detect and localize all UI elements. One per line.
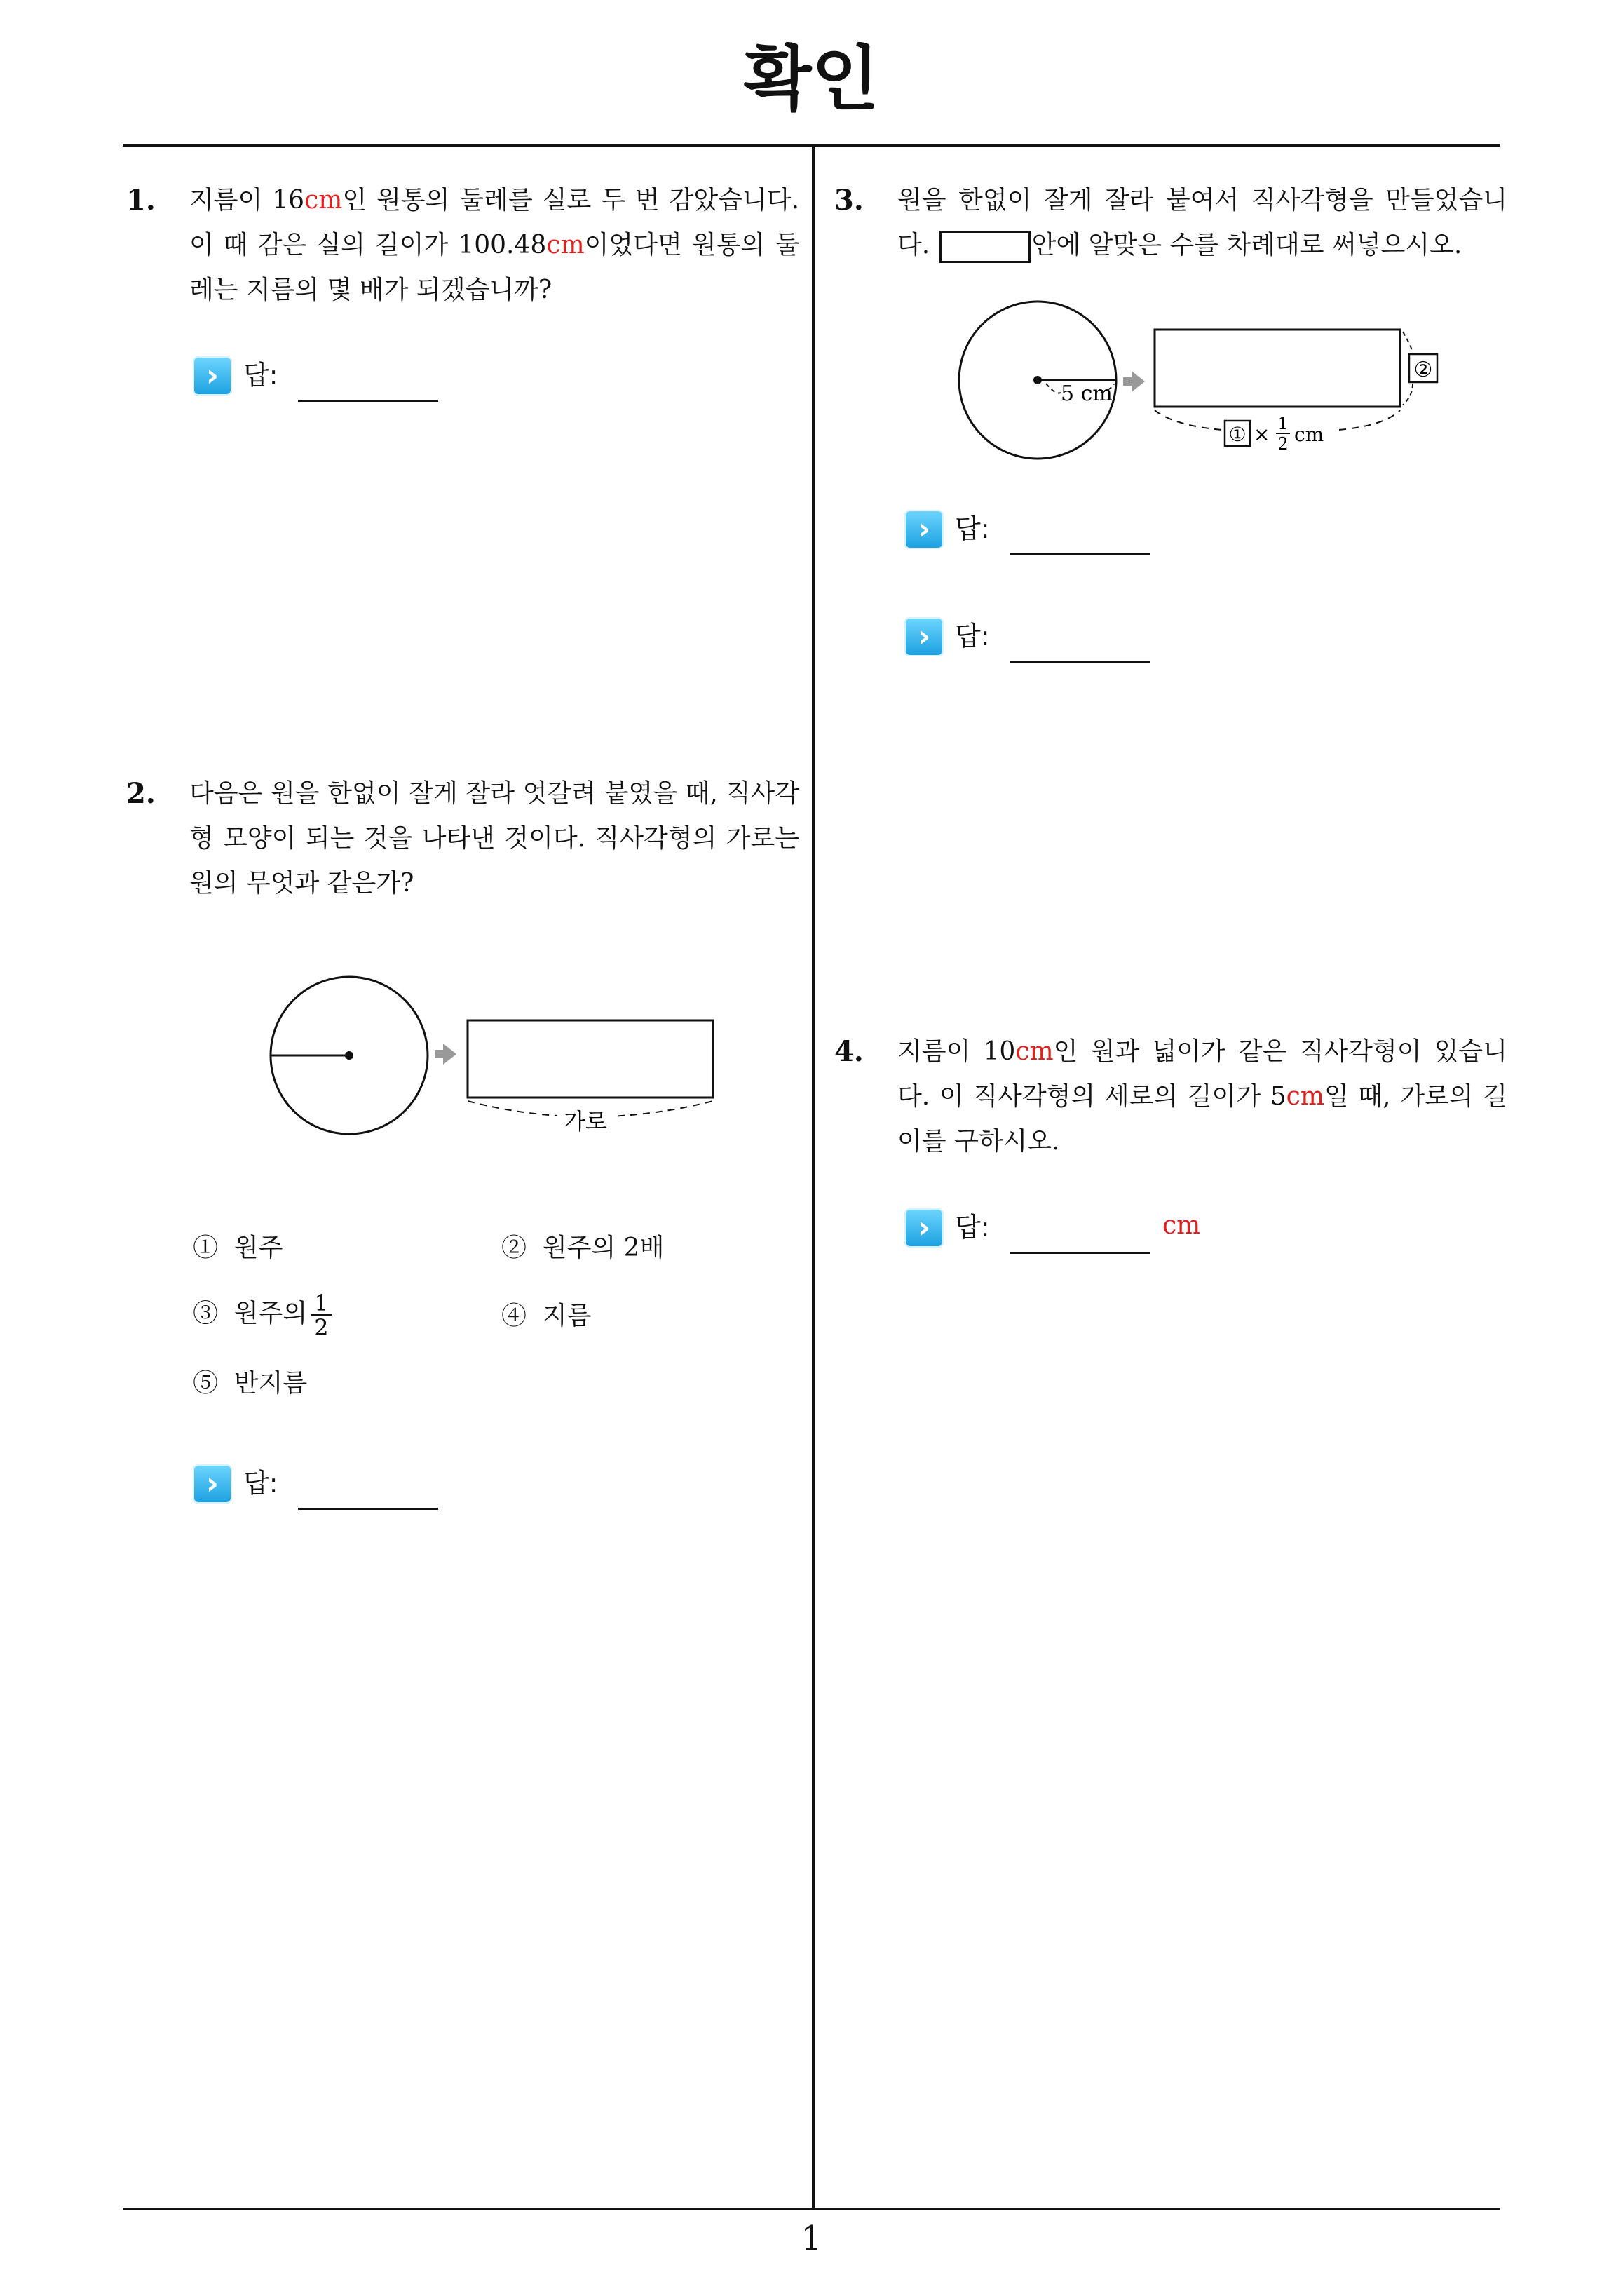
column-divider: [812, 144, 815, 2210]
fraction-denominator: 2: [1277, 434, 1289, 454]
page-title: 확인: [743, 38, 880, 120]
answer-blank[interactable]: [298, 400, 438, 402]
circle-to-rectangle-figure: [259, 968, 722, 1150]
unit-cm: cm: [1015, 1037, 1054, 1066]
choice-4[interactable]: ④ 지름: [501, 1302, 592, 1330]
answer-unit: cm: [1162, 1211, 1201, 1240]
answer-blank[interactable]: [1010, 1252, 1150, 1254]
times-sign: ×: [1254, 423, 1270, 446]
page-number: 1: [801, 2219, 822, 2258]
answer-label: 답:: [955, 1212, 990, 1243]
answer-field-2[interactable]: [193, 1464, 543, 1520]
arrow-right-icon: [1123, 371, 1145, 392]
question-number: 3.: [834, 184, 864, 217]
rectangle: [1155, 330, 1400, 407]
choice-5[interactable]: ⑤ 반지름: [193, 1369, 308, 1398]
width-label: 가로: [564, 1108, 607, 1135]
unit-label: cm: [1294, 423, 1324, 446]
answer-blank[interactable]: [298, 1508, 438, 1510]
box-label: ②: [1413, 358, 1433, 382]
answer-label: 답:: [955, 621, 990, 651]
circle-to-rectangle-figure: [957, 298, 1462, 466]
chevron-right-icon: ›: [193, 1464, 232, 1504]
center-point: [1033, 376, 1042, 384]
question-number: 2.: [126, 777, 156, 810]
question-text: 원을 한없이 잘게 잘라 붙여서 직사각형을 만들었습니다. 안에 알맞은 수를 차례대로 써넣으시오.: [897, 178, 1507, 268]
choice-3[interactable]: ③ 원주의 $\frac{1}{2}$: [193, 1292, 332, 1339]
answer-field-3a[interactable]: [904, 510, 1255, 566]
question-number: 4.: [834, 1035, 864, 1068]
answer-field-1[interactable]: [193, 356, 543, 412]
chevron-right-icon: ›: [904, 510, 944, 549]
answer-label: 답:: [243, 360, 278, 391]
chevron-right-icon: ›: [193, 356, 232, 396]
chevron-right-icon: ›: [904, 617, 944, 656]
chevron-right-icon: ›: [904, 1208, 944, 1248]
answer-field-4[interactable]: [904, 1208, 1255, 1264]
fraction-numerator: 1: [1277, 414, 1289, 433]
unit-cm: cm: [1286, 1082, 1324, 1111]
blank-box: [939, 231, 1031, 263]
unit-cm: cm: [304, 186, 343, 215]
choice-2[interactable]: ② 원주의 2배: [501, 1234, 665, 1262]
answer-label: 답:: [243, 1468, 278, 1499]
footer-rule: [123, 2208, 1500, 2210]
radius-label: 5 cm: [1061, 381, 1113, 406]
choice-1[interactable]: ① 원주: [193, 1234, 283, 1262]
unit-cm: cm: [546, 231, 585, 259]
question-number: 1.: [126, 184, 156, 217]
box-label: ①: [1228, 423, 1247, 446]
question-text: 지름이 10cm인 원과 넓이가 같은 직사각형이 있습니다. 이 직사각형의 세로의 길이가 5cm일 때, 가로의 길이를 구하시오.: [897, 1037, 1507, 1156]
answer-blank[interactable]: [1010, 661, 1150, 663]
answer-field-3b[interactable]: [904, 617, 1255, 673]
question-text: 지름이 16cm인 원통의 둘레를 실로 두 번 감았습니다. 이 때 감은 실의 길이가 100.48cm이었다면 원통의 둘레는 지름의 몇 배가 되겠습니까?: [189, 186, 799, 304]
answer-label: 답:: [955, 513, 990, 544]
center-point: [345, 1051, 353, 1060]
arrow-right-icon: [435, 1044, 456, 1065]
fraction: $\frac{1}{2}$: [311, 1292, 331, 1339]
answer-blank[interactable]: [1010, 553, 1150, 555]
rectangle: [468, 1020, 713, 1098]
question-text: 다음은 원을 한없이 잘게 잘라 엇갈려 붙였을 때, 직사각형 모양이 되는 것을 나타낸 것이다. 직사각형의 가로는 원의 무엇과 같은가?: [189, 779, 799, 898]
